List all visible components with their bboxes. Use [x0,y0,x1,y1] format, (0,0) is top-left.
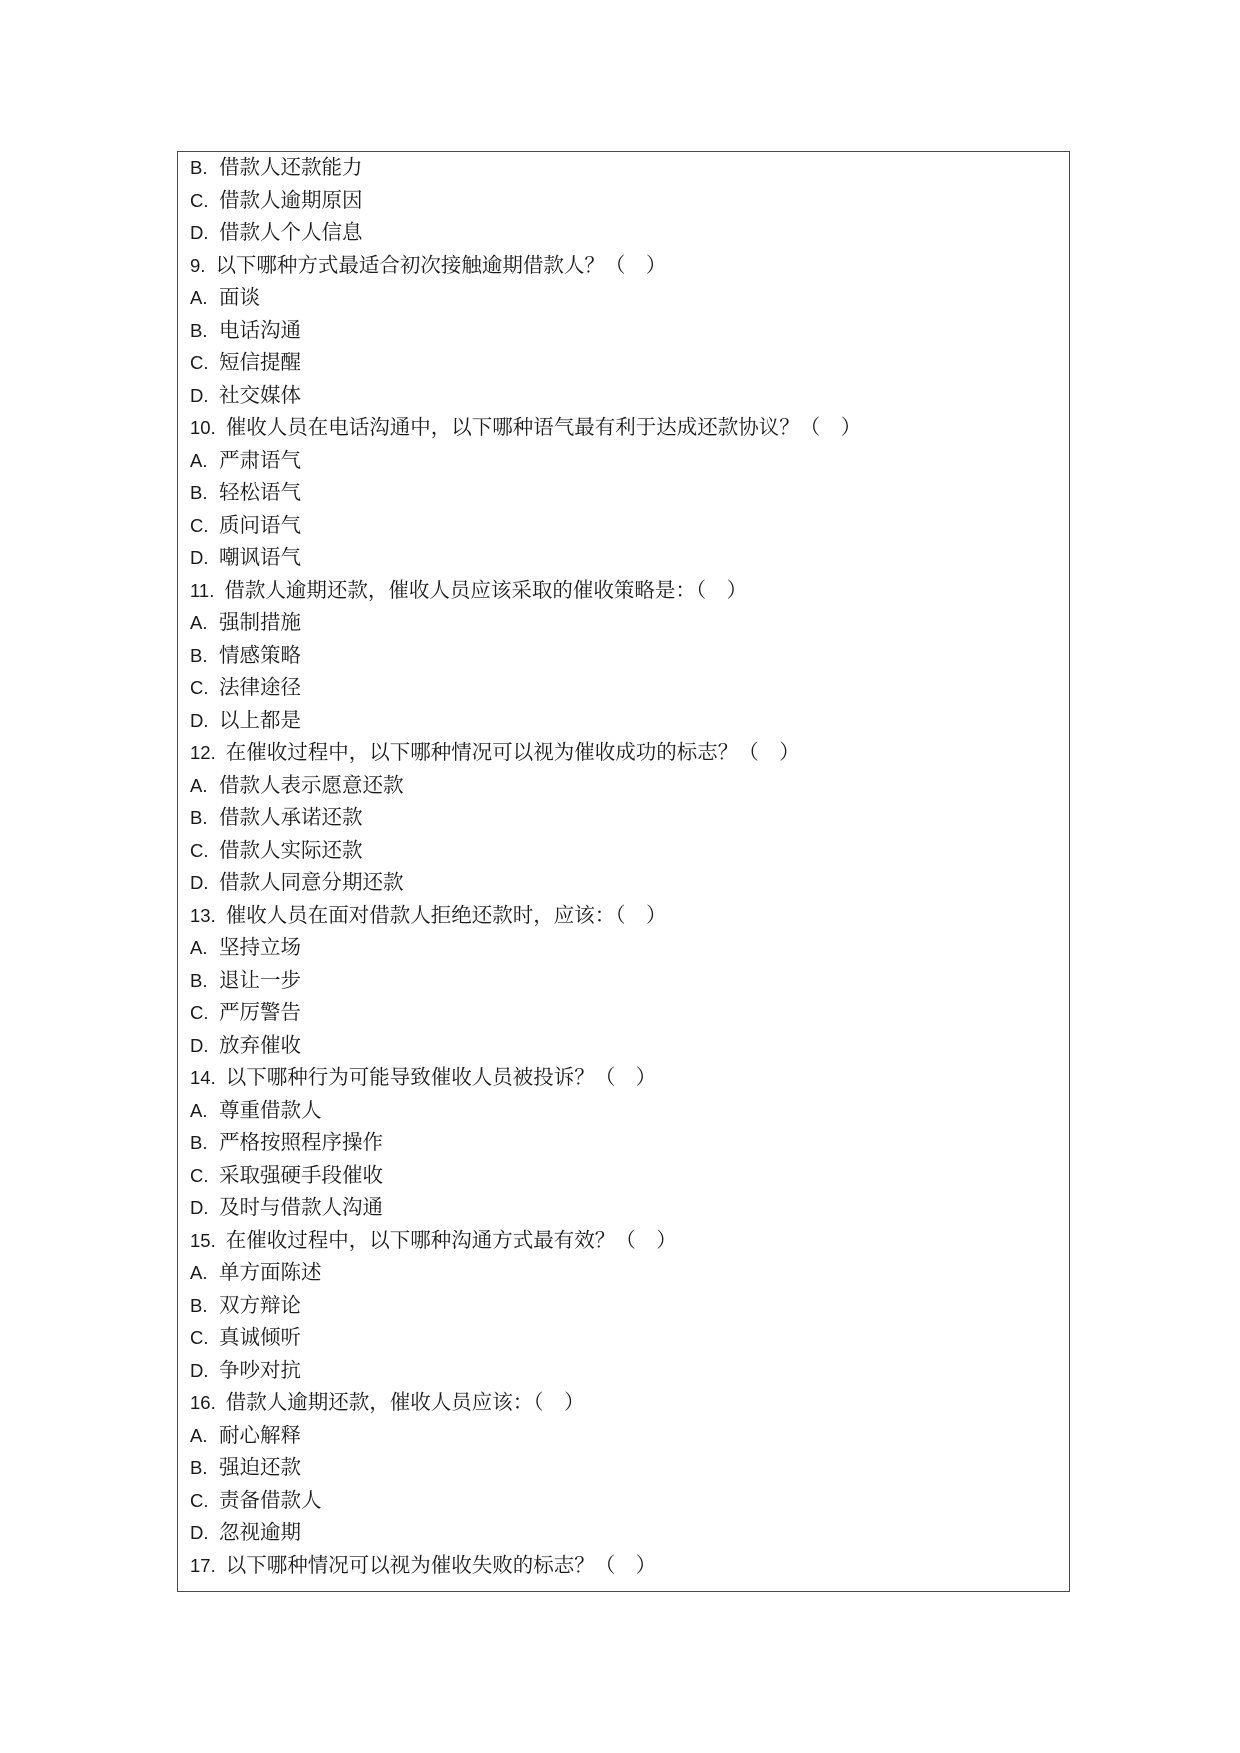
question-number: 11. [190,579,215,601]
question-line [190,1224,677,1257]
option-text: 面谈 [219,285,260,309]
option-text: 双方辩论 [219,1292,301,1317]
option-letter: C. [190,1489,209,1511]
option-letter: A. [190,774,208,796]
option-text: 以上都是 [219,707,301,732]
option-letter: C. [190,1327,209,1348]
option-line [190,509,301,542]
option-line [190,769,404,802]
option-letter: C. [190,1164,209,1186]
option-line [190,184,363,217]
option-letter: C. [190,189,209,211]
option-line [190,1354,301,1387]
option-letter: C. [190,352,209,373]
question-line [190,574,747,607]
option-text: 借款人还款能力 [219,155,363,179]
question-text: 以下哪种行为可能导致催收人员被投诉？（ ） [225,1065,657,1089]
option-letter: D. [190,1197,209,1218]
option-line [190,281,260,314]
option-letter: D. [190,1359,209,1381]
question-number: 12. [190,742,216,763]
option-letter: A. [190,1424,208,1446]
option-line [190,964,301,997]
option-text: 社交媒体 [219,382,301,407]
option-line [190,996,301,1029]
question-number: 16. [190,1392,216,1413]
option-letter: C. [190,677,209,698]
option-letter: A. [190,287,208,308]
option-text: 放弃催收 [219,1032,301,1057]
option-text: 真诚倾听 [219,1325,301,1349]
option-line [190,314,301,347]
option-line [190,606,301,639]
option-text: 严肃语气 [219,447,301,472]
question-line [190,1549,656,1582]
option-letter: B. [190,807,208,828]
question-line [190,249,666,282]
option-text: 强迫还款 [219,1455,301,1479]
option-letter: A. [190,449,208,471]
option-letter: D. [190,1034,209,1056]
option-text: 忽视逾期 [219,1520,301,1544]
question-number: 14. [190,1067,216,1088]
option-text: 质问语气 [219,512,301,537]
question-text: 催收人员在电话沟通中，以下哪种语气最有利于达成还款协议？（ ） [225,415,862,439]
option-line [190,216,363,249]
question-text: 催收人员在面对借款人拒绝还款时，应该：（ ） [225,902,667,927]
option-letter: D. [190,384,209,406]
option-text: 轻松语气 [219,480,301,504]
question-number: 9. [190,254,206,276]
question-line [190,1061,656,1094]
option-line [190,1126,383,1159]
option-text: 争吵对抗 [219,1357,301,1382]
option-line [190,1451,301,1484]
option-line [190,1419,301,1452]
option-text: 借款人同意分期还款 [219,870,404,894]
option-text: 借款人逾期原因 [219,187,363,212]
option-text: 强制措施 [219,610,301,634]
option-line [190,1256,322,1289]
option-line [190,866,404,899]
option-line [190,541,301,574]
option-letter: D. [190,1522,209,1543]
option-line [190,1289,301,1322]
question-text: 在催收过程中，以下哪种沟通方式最有效？（ ） [225,1227,677,1252]
option-line [190,1321,301,1354]
option-text: 责备借款人 [219,1487,322,1512]
option-line [190,346,301,379]
option-text: 嘲讽语气 [219,545,301,569]
question-line [190,1386,584,1419]
question-number: 10. [190,417,216,438]
option-text: 借款人个人信息 [219,220,363,244]
option-line [190,1484,322,1517]
question-line [190,899,666,932]
question-line [190,736,800,769]
question-number: 13. [190,904,216,926]
option-letter: B. [190,157,208,178]
option-letter: B. [190,1294,208,1316]
option-line [190,1094,322,1127]
option-text: 严厉警告 [219,1000,301,1024]
option-letter: A. [190,1262,208,1283]
option-text: 退让一步 [219,967,301,992]
option-text: 严格按照程序操作 [219,1130,383,1154]
option-line [190,476,301,509]
option-letter: C. [190,514,209,536]
option-text: 借款人表示愿意还款 [219,772,404,797]
option-text: 耐心解释 [219,1422,301,1447]
option-letter: B. [190,644,208,666]
option-text: 单方面陈述 [219,1260,322,1284]
question-line [190,411,861,444]
option-line [190,1159,383,1192]
option-text: 及时与借款人沟通 [219,1195,383,1219]
option-letter: D. [190,222,209,243]
option-letter: D. [190,709,209,731]
option-letter: C. [190,1002,209,1023]
option-text: 借款人承诺还款 [219,805,363,829]
option-letter: A. [190,1099,208,1121]
option-line [190,1029,301,1062]
question-text: 借款人逾期还款，催收人员应该采取的催收策略是：（ ） [224,577,748,602]
question-text: 以下哪种情况可以视为催收失败的标志？（ ） [225,1552,657,1577]
option-line [190,931,301,964]
option-letter: B. [190,319,208,341]
option-text: 法律途径 [219,675,301,699]
option-text: 采取强硬手段催收 [219,1162,383,1187]
option-line [190,704,301,737]
option-text: 尊重借款人 [219,1097,322,1122]
question-text: 在催收过程中，以下哪种情况可以视为催收成功的标志？（ ） [225,740,800,764]
option-line [190,671,301,704]
option-line [190,801,363,834]
option-letter: B. [190,1457,208,1478]
option-letter: A. [190,612,208,633]
option-text: 电话沟通 [219,317,301,342]
option-line [190,834,363,867]
option-text: 短信提醒 [219,350,301,374]
option-text: 坚持立场 [219,935,301,959]
question-number: 15. [190,1229,216,1251]
question-text: 以下哪种方式最适合初次接触逾期借款人？（ ） [215,252,667,277]
option-letter: C. [190,839,209,861]
option-line [190,379,301,412]
question-text: 借款人逾期还款，催收人员应该：（ ） [225,1390,585,1414]
option-text: 借款人实际还款 [219,837,363,862]
option-letter: D. [190,547,209,568]
question-number: 17. [190,1554,216,1576]
option-text: 情感策略 [219,642,301,667]
option-line [190,444,301,477]
option-letter: B. [190,969,208,991]
option-line [190,1191,383,1224]
option-line [190,151,363,184]
option-letter: A. [190,937,208,958]
option-line [190,639,301,672]
option-letter: D. [190,872,209,893]
option-letter: B. [190,482,208,503]
option-letter: B. [190,1132,208,1153]
option-line [190,1516,301,1549]
